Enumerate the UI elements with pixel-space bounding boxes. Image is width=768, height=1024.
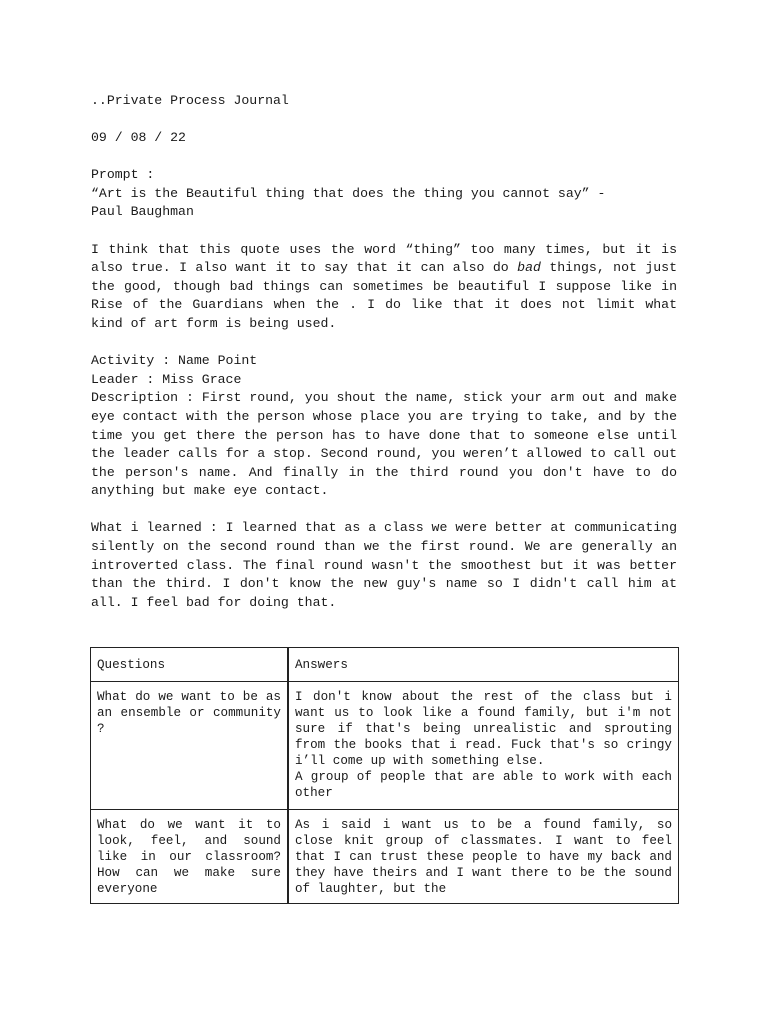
question-cell: What do we want to be as an ensemble or community ? [91,682,289,809]
prompt-quote: “Art is the Beautiful thing that does the thing you cannot say” - [91,185,606,201]
table-row [91,810,679,904]
journal-page [91,92,677,612]
activity-name: Activity : Name Point [91,353,258,369]
answer-text: A group of people that are able to work with each other [295,770,672,800]
answers-header: Answers [289,648,679,681]
journal-date: 09 / 08 / 22 [91,129,186,145]
reflection-text-start: I think that this quote uses the word “thing” too many times, but it is also true. I also want it to say that it can also do [91,241,677,276]
question-cell: What do we want it to look, feel, and sound like in our classroom? How can we make sure everyone [91,810,289,903]
answer-cell: As i said i want us to be a found family, so close knit group of classmates. I want to feel that I can trust these people to have my back and they have theirs and I want there to be the sound of laughter, but the [289,810,679,903]
table-row [91,682,679,810]
answer-text: I don't know about the rest of the class but i want us to look like a found family, but i'm not sure if that's being unrealistic and sprouting from the books that i read. Fuck that's so cringy i’ll come up with something else. [295,690,672,768]
activity-description: Description : First round, you shout the name, stick your arm out and make eye contact with the person whose place you are trying to take, and by the time you get there the person has to have done that to someone else until the leader calls for a stop. Second round, you weren’t allowed to call out the person's name. And finally in the third round you don't have to do anything but make eye contact. [91,390,677,499]
prompt-label: Prompt : [91,167,155,183]
activity-leader: Leader : Miss Grace [91,371,242,387]
learned-paragraph: What i learned : I learned that as a class we were better at communicating silently on the second round than we the first round. We are generally an introverted class. The final round wasn't the smoothest but it was better than the third. I don't know the new guy's name so I didn't call him at all. I feel bad for doing that. [91,520,677,610]
questions-answers-table [90,647,679,904]
journal-title: ..Private Process Journal [91,93,289,108]
answer-cell [289,682,679,809]
reflection-paragraph [91,241,677,334]
prompt-quote-author: Paul Baughman [91,204,194,220]
reflection-emphasis: bad [517,260,541,276]
reflection-text-end: things, not just the good, though bad things can sometimes be beautiful I suppose like in Rise of the Guardians when the . I do like that it does not limit what kind of art form is being used. [91,260,677,331]
questions-header: Questions [91,648,289,681]
table-header-row [91,648,679,682]
